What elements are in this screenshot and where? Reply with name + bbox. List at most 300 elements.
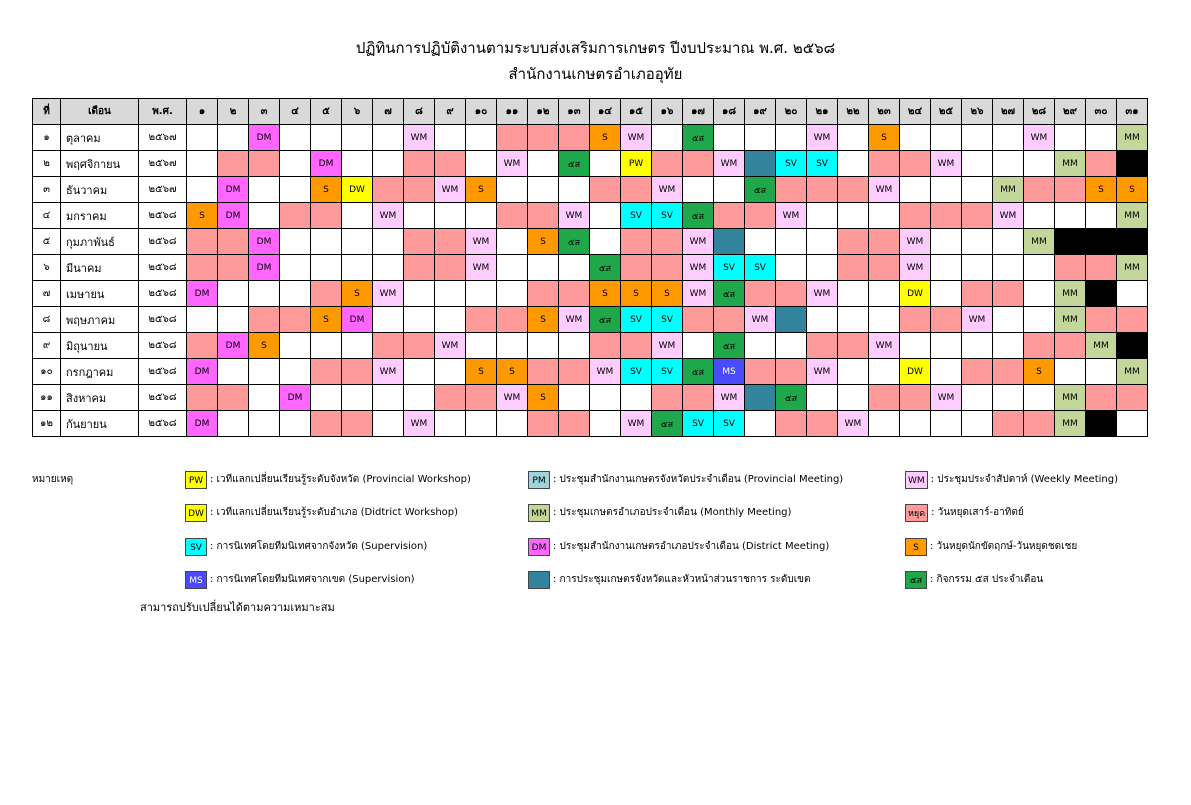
day-cell xyxy=(776,281,807,307)
day-cell xyxy=(993,359,1024,385)
day-cell xyxy=(1117,151,1148,177)
day-cell xyxy=(249,281,280,307)
day-cell xyxy=(497,281,528,307)
month-name: มิถุนายน xyxy=(61,333,139,359)
day-cell xyxy=(714,359,745,385)
row-number: ๒ xyxy=(33,151,61,177)
day-cell xyxy=(683,411,714,437)
day-cell xyxy=(1117,177,1148,203)
table-row xyxy=(33,281,1148,307)
day-cell xyxy=(714,151,745,177)
day-mark: WM xyxy=(937,159,955,169)
day-cell xyxy=(652,203,683,229)
day-cell xyxy=(931,229,962,255)
row-number: ๓ xyxy=(33,177,61,203)
day-cell xyxy=(621,385,652,411)
day-cell xyxy=(187,307,218,333)
day-cell xyxy=(1086,385,1117,411)
day-cell xyxy=(745,125,776,151)
day-mark: ๕ส xyxy=(722,341,736,352)
month-name: พฤศจิกายน xyxy=(61,151,139,177)
day-cell xyxy=(404,411,435,437)
day-cell xyxy=(311,333,342,359)
day-mark: MS xyxy=(722,367,736,377)
day-cell xyxy=(807,177,838,203)
day-cell xyxy=(435,151,466,177)
day-cell xyxy=(1024,307,1055,333)
day-mark: DM xyxy=(256,237,272,247)
day-cell xyxy=(714,229,745,255)
day-cell xyxy=(807,229,838,255)
day-cell xyxy=(900,203,931,229)
day-mark: S xyxy=(540,237,546,247)
day-cell xyxy=(807,255,838,281)
day-cell xyxy=(1086,411,1117,437)
legend-text: : ประชุมสำนักงานเกษตรอำเภอประจำเดือน (District Meeting) xyxy=(553,541,830,552)
day-cell xyxy=(931,203,962,229)
month-name: กรกฎาคม xyxy=(61,359,139,385)
day-cell xyxy=(807,125,838,151)
day-cell xyxy=(218,177,249,203)
day-cell xyxy=(869,125,900,151)
day-mark: SV xyxy=(723,419,735,429)
day-cell xyxy=(714,177,745,203)
day-mark: ๕ส xyxy=(691,133,705,144)
legend-swatch: ๕ส xyxy=(905,571,927,589)
day-cell xyxy=(652,307,683,333)
day-cell xyxy=(621,255,652,281)
header-day: ๑๔ xyxy=(590,99,621,125)
day-cell xyxy=(280,151,311,177)
day-mark: WM xyxy=(1030,133,1048,143)
day-cell xyxy=(218,203,249,229)
day-mark: DM xyxy=(194,419,210,429)
day-mark: WM xyxy=(813,367,831,377)
day-mark: DW xyxy=(907,367,923,377)
day-cell xyxy=(652,151,683,177)
legend-item xyxy=(185,537,427,558)
day-cell xyxy=(1086,281,1117,307)
day-cell xyxy=(838,359,869,385)
day-mark: ๕ส xyxy=(598,315,612,326)
day-mark: WM xyxy=(627,133,645,143)
year-cell: ๒๕๖๗ xyxy=(139,177,187,203)
day-cell xyxy=(466,411,497,437)
calendar-table xyxy=(32,98,1148,437)
day-cell xyxy=(435,229,466,255)
day-cell xyxy=(497,151,528,177)
day-cell xyxy=(311,177,342,203)
table-row xyxy=(33,151,1148,177)
header-day: ๔ xyxy=(280,99,311,125)
day-cell xyxy=(776,359,807,385)
day-cell xyxy=(342,177,373,203)
header-day: ๒๓ xyxy=(869,99,900,125)
day-mark: WM xyxy=(813,133,831,143)
row-number: ๑๐ xyxy=(33,359,61,385)
table-row xyxy=(33,229,1148,255)
day-cell xyxy=(962,177,993,203)
day-cell xyxy=(683,177,714,203)
table-header-row xyxy=(33,99,1148,125)
day-cell xyxy=(497,255,528,281)
day-cell xyxy=(559,385,590,411)
day-cell xyxy=(249,125,280,151)
page-title: ปฏิทินการปฏิบัติงานตามระบบส่งเสริมการเกษตร ปีงบประมาณ พ.ศ. ๒๕๖๘ xyxy=(355,39,836,57)
day-cell xyxy=(869,177,900,203)
day-cell xyxy=(652,411,683,437)
legend-item xyxy=(185,503,458,524)
day-cell xyxy=(962,359,993,385)
day-cell xyxy=(931,151,962,177)
table-row xyxy=(33,359,1148,385)
day-cell xyxy=(714,333,745,359)
day-mark: MM xyxy=(1062,289,1078,299)
day-mark: ๕ส xyxy=(691,211,705,222)
day-cell xyxy=(714,255,745,281)
month-name: มกราคม xyxy=(61,203,139,229)
month-name: ตุลาคม xyxy=(61,125,139,151)
day-mark: MM xyxy=(1124,211,1140,221)
day-cell xyxy=(466,229,497,255)
month-name: มีนาคม xyxy=(61,255,139,281)
day-cell xyxy=(404,151,435,177)
day-cell xyxy=(745,307,776,333)
header-day: ๒๕ xyxy=(931,99,962,125)
day-cell xyxy=(900,125,931,151)
day-cell xyxy=(342,333,373,359)
header-day: ๒๖ xyxy=(962,99,993,125)
day-mark: PW xyxy=(628,159,644,169)
day-cell xyxy=(900,151,931,177)
day-cell xyxy=(993,177,1024,203)
day-cell xyxy=(993,151,1024,177)
day-cell xyxy=(621,151,652,177)
day-cell xyxy=(962,411,993,437)
day-mark: WM xyxy=(689,237,707,247)
day-cell xyxy=(590,359,621,385)
day-cell xyxy=(435,177,466,203)
day-cell xyxy=(497,125,528,151)
day-cell xyxy=(342,385,373,411)
day-cell xyxy=(807,359,838,385)
day-mark: SV xyxy=(692,419,704,429)
day-cell xyxy=(404,177,435,203)
year-cell: ๒๕๖๘ xyxy=(139,229,187,255)
day-mark: DW xyxy=(349,185,365,195)
day-cell xyxy=(466,203,497,229)
day-cell xyxy=(280,125,311,151)
day-mark: SV xyxy=(630,315,642,325)
day-cell xyxy=(218,151,249,177)
day-cell xyxy=(342,411,373,437)
day-cell xyxy=(1117,359,1148,385)
day-cell xyxy=(838,385,869,411)
day-cell xyxy=(373,125,404,151)
day-cell xyxy=(435,203,466,229)
day-cell xyxy=(280,307,311,333)
day-cell xyxy=(249,333,280,359)
legend-text: : กิจกรรม ๕ส ประจำเดือน xyxy=(930,574,1044,585)
day-cell xyxy=(1055,307,1086,333)
day-mark: WM xyxy=(844,419,862,429)
day-mark: ๕ส xyxy=(784,393,798,404)
day-cell xyxy=(1117,281,1148,307)
day-mark: MM xyxy=(1124,133,1140,143)
header-day: ๑๒ xyxy=(528,99,559,125)
header-day: ๒๗ xyxy=(993,99,1024,125)
day-cell xyxy=(807,151,838,177)
legend-swatch: S xyxy=(905,538,927,556)
day-cell xyxy=(714,307,745,333)
day-cell xyxy=(1086,229,1117,255)
legend-text: : ประชุมสำนักงานเกษตรจังหวัดประจำเดือน (Provincial Meeting) xyxy=(553,474,844,485)
day-cell xyxy=(838,307,869,333)
day-cell xyxy=(590,151,621,177)
day-cell xyxy=(776,177,807,203)
day-cell xyxy=(342,229,373,255)
day-cell xyxy=(590,255,621,281)
day-cell xyxy=(373,281,404,307)
day-cell xyxy=(962,151,993,177)
day-cell xyxy=(1117,229,1148,255)
day-cell xyxy=(683,125,714,151)
legend-swatch xyxy=(528,571,550,589)
legend-item xyxy=(905,537,1077,558)
day-cell xyxy=(838,411,869,437)
day-cell xyxy=(714,411,745,437)
day-cell xyxy=(621,203,652,229)
day-cell xyxy=(869,385,900,411)
day-cell xyxy=(838,177,869,203)
month-name: ธันวาคม xyxy=(61,177,139,203)
header-day: ๓๐ xyxy=(1086,99,1117,125)
legend-item xyxy=(905,470,1118,491)
day-cell xyxy=(621,359,652,385)
day-cell xyxy=(404,125,435,151)
day-cell xyxy=(1024,255,1055,281)
day-cell xyxy=(559,177,590,203)
day-cell xyxy=(497,177,528,203)
row-number: ๔ xyxy=(33,203,61,229)
day-cell xyxy=(373,229,404,255)
day-cell xyxy=(776,229,807,255)
year-cell: ๒๕๖๘ xyxy=(139,281,187,307)
day-mark: WM xyxy=(999,211,1017,221)
day-mark: SV xyxy=(661,211,673,221)
day-cell xyxy=(962,255,993,281)
day-mark: S xyxy=(1129,185,1135,195)
day-cell xyxy=(807,203,838,229)
day-mark: S xyxy=(540,315,546,325)
day-cell xyxy=(280,411,311,437)
day-cell xyxy=(900,281,931,307)
day-cell xyxy=(1086,203,1117,229)
day-cell xyxy=(1055,229,1086,255)
day-cell xyxy=(342,307,373,333)
year-cell: ๒๕๖๘ xyxy=(139,333,187,359)
header-year: พ.ศ. xyxy=(139,99,187,125)
day-cell xyxy=(993,411,1024,437)
day-cell xyxy=(869,281,900,307)
day-cell xyxy=(900,307,931,333)
day-mark: SV xyxy=(630,211,642,221)
day-cell xyxy=(1024,385,1055,411)
day-cell xyxy=(528,307,559,333)
page-subtitle: สำนักงานเกษตรอำเภออุทัย xyxy=(508,65,683,83)
day-cell xyxy=(683,281,714,307)
day-cell xyxy=(869,229,900,255)
day-cell xyxy=(559,125,590,151)
day-cell xyxy=(187,411,218,437)
day-cell xyxy=(404,255,435,281)
day-cell xyxy=(528,229,559,255)
day-cell xyxy=(466,385,497,411)
day-mark: S xyxy=(199,211,205,221)
day-mark: MM xyxy=(1062,159,1078,169)
legend-swatch: PW xyxy=(185,471,207,489)
day-cell xyxy=(466,125,497,151)
day-mark: WM xyxy=(875,341,893,351)
day-mark: S xyxy=(478,367,484,377)
day-cell xyxy=(838,333,869,359)
day-cell xyxy=(466,359,497,385)
day-mark: DM xyxy=(256,133,272,143)
day-cell xyxy=(993,125,1024,151)
legend-text: : ประชุมเกษตรอำเภอประจำเดือน (Monthly Meeting) xyxy=(553,507,792,518)
day-cell xyxy=(342,125,373,151)
day-mark: MM xyxy=(1062,315,1078,325)
day-mark: MM xyxy=(1062,393,1078,403)
day-cell xyxy=(1086,359,1117,385)
day-cell xyxy=(900,359,931,385)
day-mark: WM xyxy=(720,159,738,169)
day-cell xyxy=(249,385,280,411)
day-mark: SV xyxy=(630,367,642,377)
day-mark: S xyxy=(323,185,329,195)
day-mark: ๕ส xyxy=(691,367,705,378)
day-cell xyxy=(311,281,342,307)
day-mark: WM xyxy=(658,185,676,195)
day-cell xyxy=(311,307,342,333)
day-cell xyxy=(993,255,1024,281)
day-cell xyxy=(931,125,962,151)
day-cell xyxy=(187,333,218,359)
day-cell xyxy=(869,333,900,359)
year-cell: ๒๕๖๘ xyxy=(139,359,187,385)
header-day: ๒๔ xyxy=(900,99,931,125)
day-cell xyxy=(869,307,900,333)
legend-text: : การประชุมเกษตรจังหวัดและหัวหน้าส่วนราชการ ระดับเขต xyxy=(553,574,811,585)
day-cell xyxy=(404,385,435,411)
day-mark: ๕ส xyxy=(722,289,736,300)
month-name: กันยายน xyxy=(61,411,139,437)
day-mark: ๕ส xyxy=(598,263,612,274)
header-day: ๒๐ xyxy=(776,99,807,125)
day-cell xyxy=(838,125,869,151)
day-cell xyxy=(1055,333,1086,359)
day-cell xyxy=(497,203,528,229)
header-day: ๒๘ xyxy=(1024,99,1055,125)
day-cell xyxy=(776,255,807,281)
day-cell xyxy=(621,307,652,333)
day-cell xyxy=(249,255,280,281)
day-cell xyxy=(187,203,218,229)
header-no: ที่ xyxy=(33,99,61,125)
table-row xyxy=(33,307,1148,333)
row-number: ๘ xyxy=(33,307,61,333)
day-cell xyxy=(590,385,621,411)
day-cell xyxy=(559,281,590,307)
header-day: ๑๘ xyxy=(714,99,745,125)
day-cell xyxy=(900,255,931,281)
day-cell xyxy=(249,411,280,437)
day-cell xyxy=(652,229,683,255)
day-cell xyxy=(869,359,900,385)
day-cell xyxy=(559,307,590,333)
day-cell xyxy=(683,359,714,385)
day-cell xyxy=(1055,281,1086,307)
day-cell xyxy=(1024,411,1055,437)
legend-item xyxy=(185,570,415,591)
day-cell xyxy=(900,177,931,203)
day-cell xyxy=(528,385,559,411)
header-day: ๑๖ xyxy=(652,99,683,125)
table-row xyxy=(33,125,1148,151)
header-day: ๑๓ xyxy=(559,99,590,125)
day-cell xyxy=(528,203,559,229)
legend-item xyxy=(905,503,1024,524)
day-cell xyxy=(373,411,404,437)
day-cell xyxy=(218,333,249,359)
day-mark: S xyxy=(664,289,670,299)
day-cell xyxy=(342,255,373,281)
day-mark: WM xyxy=(720,393,738,403)
day-cell xyxy=(683,151,714,177)
day-mark: WM xyxy=(565,211,583,221)
day-cell xyxy=(745,255,776,281)
day-cell xyxy=(962,203,993,229)
day-mark: DM xyxy=(318,159,334,169)
legend-item xyxy=(528,537,829,558)
day-cell xyxy=(342,203,373,229)
day-mark: S xyxy=(602,133,608,143)
day-cell xyxy=(218,307,249,333)
header-day: ๘ xyxy=(404,99,435,125)
day-cell xyxy=(869,203,900,229)
day-cell xyxy=(280,255,311,281)
day-cell xyxy=(745,203,776,229)
day-cell xyxy=(745,411,776,437)
day-mark: ๕ส xyxy=(567,159,581,170)
header-day: ๑๐ xyxy=(466,99,497,125)
day-cell xyxy=(218,229,249,255)
header-day: ๑ xyxy=(187,99,218,125)
day-cell xyxy=(683,385,714,411)
day-mark: SV xyxy=(754,263,766,273)
day-cell xyxy=(373,385,404,411)
day-cell xyxy=(1086,333,1117,359)
day-cell xyxy=(497,359,528,385)
day-mark: WM xyxy=(689,289,707,299)
day-mark: SV xyxy=(661,315,673,325)
legend-text: : วันหยุดเสาร์-อาทิตย์ xyxy=(931,507,1024,518)
day-cell xyxy=(1086,125,1117,151)
table-row xyxy=(33,177,1148,203)
day-cell xyxy=(993,203,1024,229)
header-day: ๓๑ xyxy=(1117,99,1148,125)
day-cell xyxy=(683,255,714,281)
